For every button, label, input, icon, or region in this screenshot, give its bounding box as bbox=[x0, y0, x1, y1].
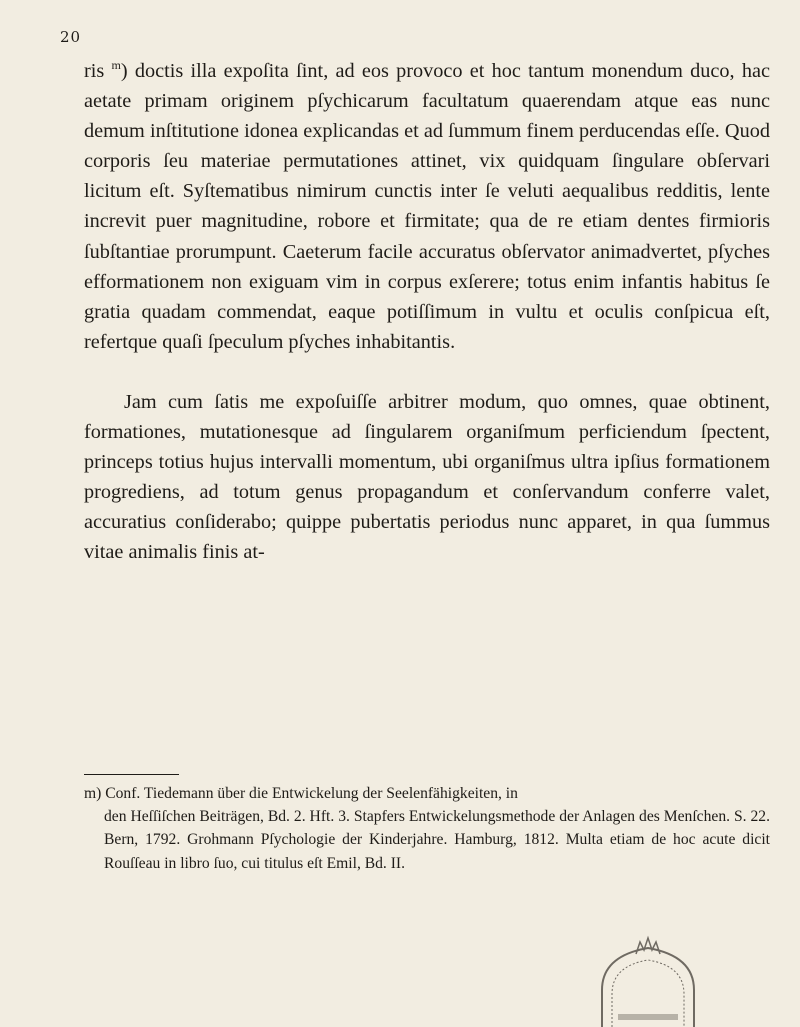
paragraph-2: Jam cum ſatis me expoſuiſſe arbitrer modum, quo omnes, quae obtinent, formationes, mutationesque ad ſingularem organiſmum perficiendum ſpectent, princeps totius hujus intervalli momentum, ubi organiſmus ultra ipſius formationem progrediens, ad totum genus propagandum et conſervandum conferre valet, accuratius conſiderabo; quippe pubertatis periodus nunc apparet, in qua ſummus vitae animalis finis at- bbox=[84, 390, 770, 564]
paragraph-1 bbox=[84, 56, 770, 357]
footnote-continuation: den Heſſiſchen Beiträgen, Bd. 2. Hft. 3. Stapfers Entwickelungsmethode der Anlagen des Menſchen. S. 22. Bern, 1792. Grohmann Pſychologie der Kinderjahre. Hamburg, 1812. Multa etiam de hoc acute dicit Rouſſeau in libro ſuo, cui titulus eſt Emil, Bd. II. bbox=[104, 808, 770, 872]
page-number: 20 bbox=[60, 28, 82, 46]
stamp-band bbox=[618, 1014, 678, 1020]
paragraph-1-text: ) doctis illa expoſita ſint, ad eos provoco et hoc tantum monendum duco, hac aetate primam originem pſychicarum facultatum quaerendam atque eas nunc demum inſtitutione idonea explicandas et ad ſummum finem perducendas eſſe. Quod corporis ſeu materiae permutationes attinet, vix quidquam ſingulare obſervari licitum eſt. Syſtematibus nimirum cunctis inter ſe veluti aequalibus redditis, lente increvit puer magnitudine, robore et firmitate; qua de re etiam dentes firmioris ſubſtantiae prorumpunt. Caeterum facile accuratus obſervator animadvertet, pſyches efformationem non exiguam vim in corpus exſerere; totus enim infantis habitus ſe gratia quadam commendat, eaque potiſſimum in vultu et oculis conſpicua eſt, refertque quaſi ſpeculum pſyches inhabitantis. bbox=[84, 60, 770, 353]
footnote-reference: m bbox=[111, 58, 121, 73]
footnote-separator bbox=[84, 774, 179, 775]
main-text bbox=[84, 56, 770, 568]
paragraph-1-lead: ris bbox=[84, 60, 112, 82]
footnote-line-1-text: Conf. Tiedemann über die Entwickelung der Seelenfähigkeiten, in bbox=[105, 785, 518, 802]
stamp-crest bbox=[636, 938, 660, 954]
footnote-mark: m) bbox=[84, 785, 102, 802]
footnote-line-1 bbox=[84, 785, 518, 802]
footnote bbox=[84, 782, 770, 875]
library-stamp bbox=[588, 924, 708, 1027]
